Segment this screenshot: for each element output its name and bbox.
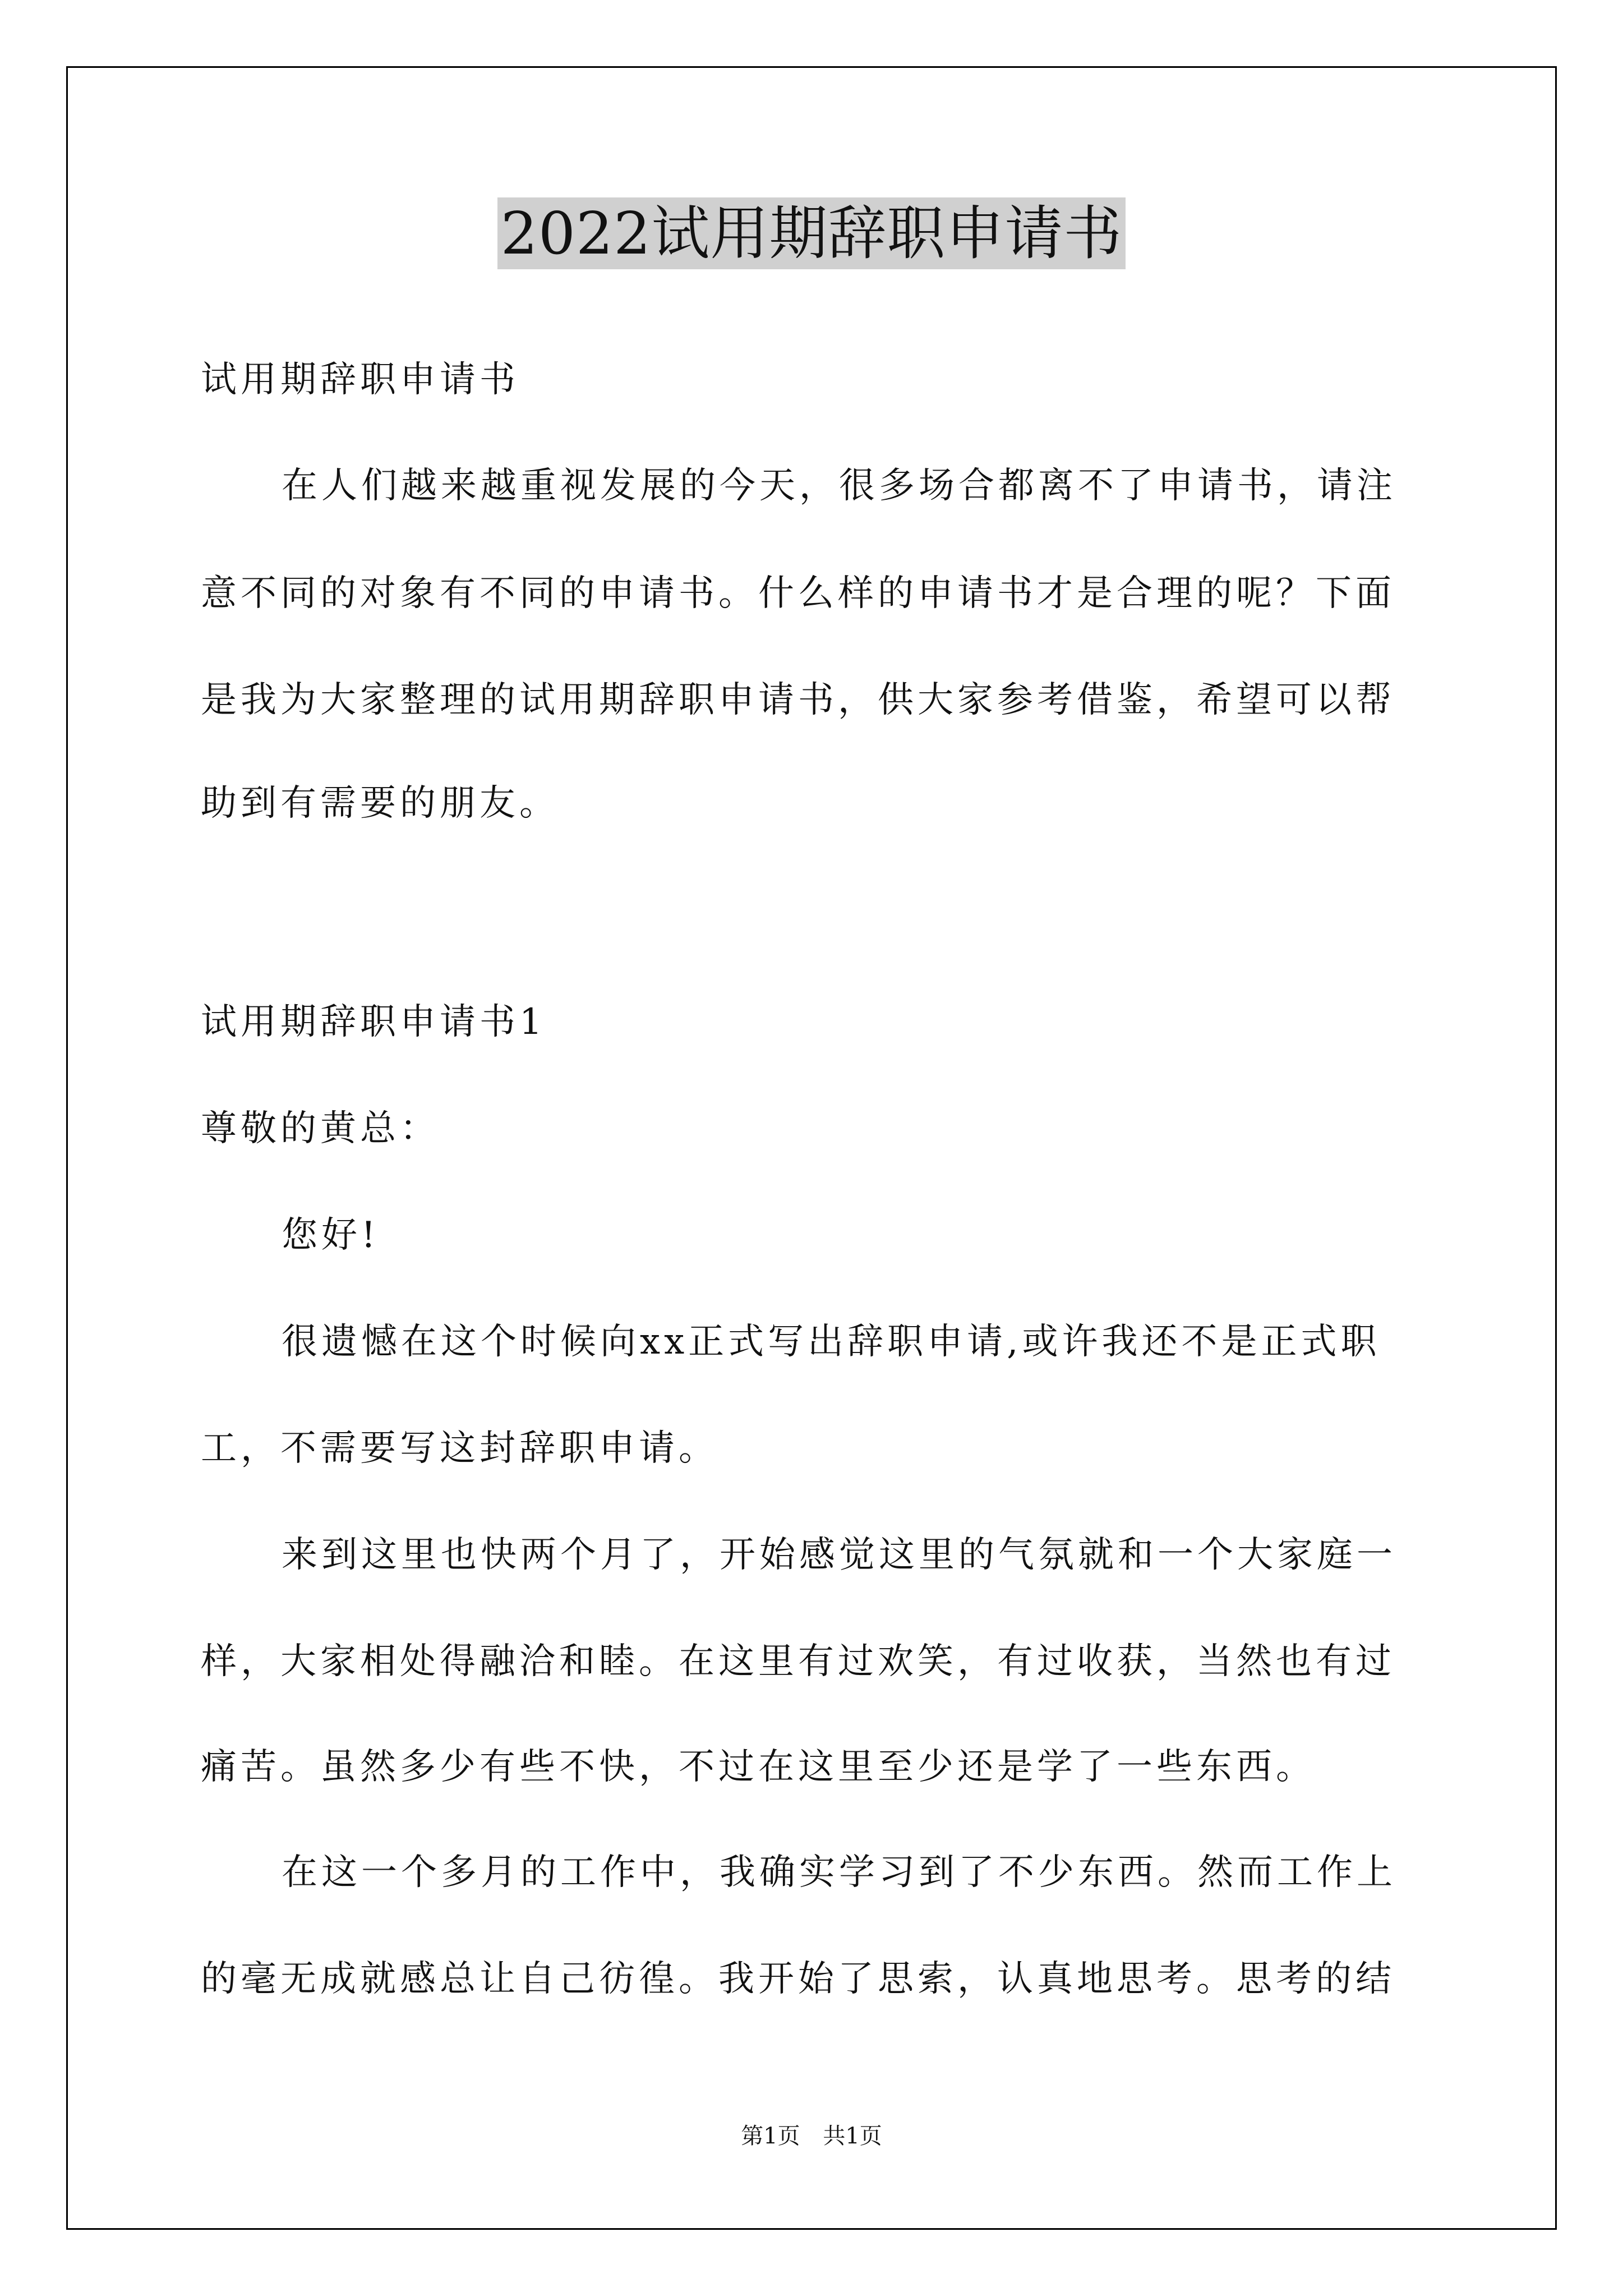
doc-subtitle: 试用期辞职申请书	[201, 359, 519, 401]
paragraph-line: 样，大家相处得融洽和睦。在这里有过欢笑，有过收获，当然也有过	[201, 1641, 1395, 1682]
section-heading: 试用期辞职申请书1	[201, 1001, 546, 1043]
paragraph-line: 来到这里也快两个月了，开始感觉这里的气氛就和一个大家庭一	[282, 1534, 1396, 1576]
paragraph-line: 在这一个多月的工作中，我确实学习到了不少东西。然而工作上	[282, 1852, 1396, 1893]
document-title: 2022试用期辞职申请书	[497, 197, 1126, 269]
paragraph-line: 是我为大家整理的试用期辞职申请书，供大家参考借鉴，希望可以帮	[201, 679, 1395, 721]
document-title-wrapper	[0, 197, 1623, 269]
paragraph-line: 工，不需要写这封辞职申请。	[201, 1428, 718, 1469]
paragraph-line: 意不同的对象有不同的申请书。什么样的申请书才是合理的呢？下面	[201, 573, 1395, 614]
page-total: 共1页	[823, 2123, 882, 2149]
paragraph-line: 助到有需要的朋友。	[201, 783, 559, 824]
paragraph-line: 很遗憾在这个时候向xx正式写出辞职申请,或许我还不是正式职	[282, 1321, 1381, 1363]
page-number: 第1页	[741, 2123, 800, 2149]
salutation: 尊敬的黄总：	[201, 1108, 440, 1149]
paragraph-line: 痛苦。虽然多少有些不快，不过在这里至少还是学了一些东西。	[201, 1746, 1316, 1788]
page-footer	[0, 2120, 1623, 2152]
paragraph-line: 在人们越来越重视发展的今天，很多场合都离不了申请书，请注	[282, 465, 1396, 507]
paragraph-line: 的毫无成就感总让自己彷徨。我开始了思索，认真地思考。思考的结	[201, 1958, 1395, 2000]
greeting: 您好!	[282, 1214, 380, 1256]
